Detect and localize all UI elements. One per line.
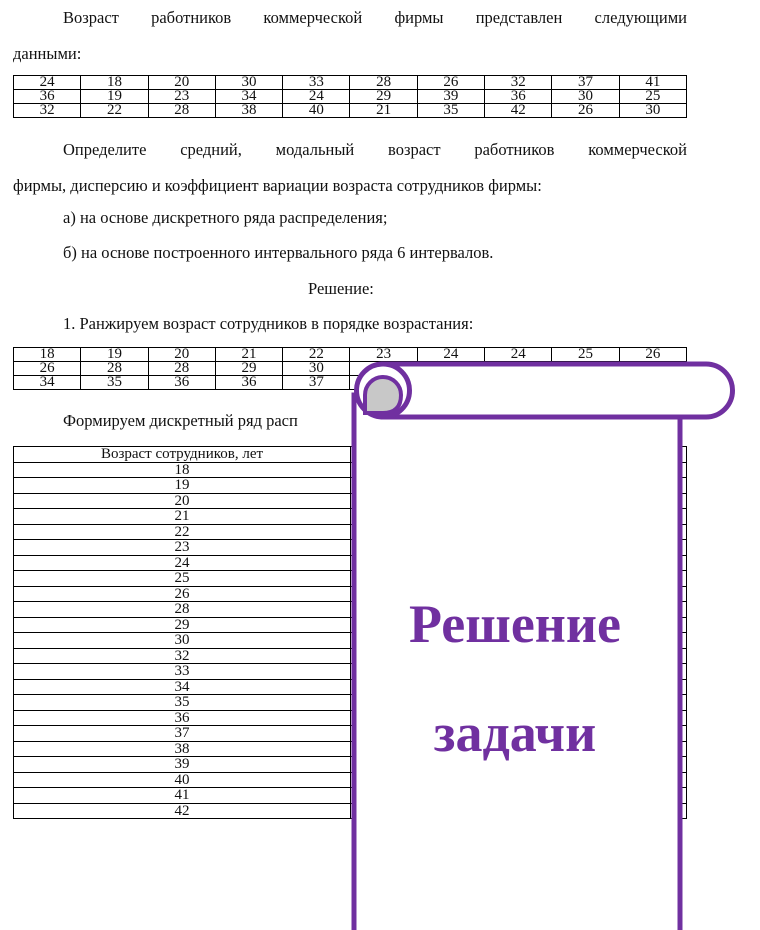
- age-value-cell: 35: [14, 695, 351, 711]
- ranked-data-cell: 22: [283, 348, 350, 362]
- raw-data-cell: 26: [552, 104, 619, 118]
- step-2-text: Формируем дискретный ряд расп: [63, 411, 298, 430]
- ranked-data-cell: 18: [14, 348, 81, 362]
- age-value-cell: 26: [14, 586, 351, 602]
- raw-data-cell: 28: [350, 76, 417, 90]
- discrete-header-age: Возраст сотрудников, лет: [14, 447, 351, 463]
- age-value-cell: 38: [14, 741, 351, 757]
- ranked-data-cell: 36: [215, 376, 282, 390]
- solution-heading: Решение:: [308, 279, 374, 298]
- raw-data-cell: 39: [417, 90, 484, 104]
- raw-data-cell: 30: [552, 90, 619, 104]
- raw-data-cell: 40: [283, 104, 350, 118]
- raw-data-cell: 24: [283, 90, 350, 104]
- ranked-data-cell: 20: [148, 348, 215, 362]
- scroll-curl-inner: [365, 377, 401, 413]
- age-value-cell: 18: [14, 462, 351, 478]
- ranked-data-cell: 36: [148, 376, 215, 390]
- age-value-cell: 19: [14, 478, 351, 494]
- scroll-body: [354, 395, 680, 930]
- ranked-data-cell: 21: [215, 348, 282, 362]
- raw-data-cell: 32: [14, 104, 81, 118]
- raw-data-cell: 32: [485, 76, 552, 90]
- age-value-cell: 24: [14, 555, 351, 571]
- raw-data-cell: 35: [417, 104, 484, 118]
- raw-data-cell: 29: [350, 90, 417, 104]
- raw-data-cell: 28: [148, 104, 215, 118]
- ranked-data-cell: 26: [619, 348, 686, 362]
- ranked-data-cell: 26: [14, 362, 81, 376]
- age-value-cell: 21: [14, 509, 351, 525]
- age-value-cell: 29: [14, 617, 351, 633]
- ranked-data-cell: 24: [485, 348, 552, 362]
- raw-data-cell: 19: [81, 90, 148, 104]
- raw-data-cell: 23: [148, 90, 215, 104]
- age-value-cell: 25: [14, 571, 351, 587]
- raw-data-cell: 18: [81, 76, 148, 90]
- age-value-cell: 32: [14, 648, 351, 664]
- age-value-cell: 37: [14, 726, 351, 742]
- raw-data-cell: 36: [485, 90, 552, 104]
- ranked-data-cell: 23: [350, 348, 417, 362]
- raw-data-cell: 22: [81, 104, 148, 118]
- raw-data-cell: 36: [14, 90, 81, 104]
- promo-title-line-2[interactable]: задачи: [433, 703, 597, 763]
- ranked-data-cell: 19: [81, 348, 148, 362]
- ranked-data-cell: 29: [215, 362, 282, 376]
- raw-data-row: [14, 104, 687, 118]
- raw-data-cell: 33: [283, 76, 350, 90]
- age-value-cell: 40: [14, 772, 351, 788]
- age-value-cell: 42: [14, 803, 351, 819]
- raw-data-cell: 37: [552, 76, 619, 90]
- task-item-b: б) на основе построенного интервального ряда 6 интервалов.: [63, 243, 494, 262]
- raw-data-cell: 38: [215, 104, 282, 118]
- ranked-data-cell: 24: [417, 348, 484, 362]
- raw-data-cell: 26: [417, 76, 484, 90]
- age-value-cell: 36: [14, 710, 351, 726]
- age-value-cell: 30: [14, 633, 351, 649]
- ranked-data-cell: 30: [283, 362, 350, 376]
- raw-data-cell: 34: [215, 90, 282, 104]
- age-value-cell: 41: [14, 788, 351, 804]
- raw-data-cell: 20: [148, 76, 215, 90]
- raw-data-cell: 25: [619, 90, 686, 104]
- ranked-data-cell: 28: [81, 362, 148, 376]
- ranked-data-cell: 34: [14, 376, 81, 390]
- raw-data-cell: 41: [619, 76, 686, 90]
- raw-data-cell: 21: [350, 104, 417, 118]
- ranked-data-cell: 28: [148, 362, 215, 376]
- age-value-cell: 28: [14, 602, 351, 618]
- ranked-data-cell: 37: [283, 376, 350, 390]
- age-value-cell: 20: [14, 493, 351, 509]
- age-value-cell: 33: [14, 664, 351, 680]
- step-1-text: 1. Ранжируем возраст сотрудников в порядке возрастания:: [63, 314, 474, 333]
- scroll-top-roll: [383, 364, 733, 417]
- raw-data-table: [13, 75, 687, 118]
- raw-data-cell: 42: [485, 104, 552, 118]
- age-value-cell: 34: [14, 679, 351, 695]
- task-line-2: фирмы, дисперсию и коэффициент вариации возраста сотрудников фирмы:: [13, 176, 542, 195]
- ranked-data-cell: 25: [552, 348, 619, 362]
- promo-title-line-1[interactable]: Решение: [409, 594, 621, 654]
- raw-data-cell: 24: [14, 76, 81, 90]
- age-value-cell: 23: [14, 540, 351, 556]
- ranked-data-cell: 35: [81, 376, 148, 390]
- age-value-cell: 39: [14, 757, 351, 773]
- task-line-1: Определите средний, модальный возраст работников коммерческой: [63, 140, 687, 159]
- raw-data-cell: 30: [619, 104, 686, 118]
- intro-line-2: данными:: [13, 44, 82, 63]
- task-item-a: а) на основе дискретного ряда распределения;: [63, 208, 388, 227]
- intro-line-1: Возраст работников коммерческой фирмы представлен следующими: [63, 8, 687, 27]
- age-value-cell: 22: [14, 524, 351, 540]
- raw-data-cell: 30: [215, 76, 282, 90]
